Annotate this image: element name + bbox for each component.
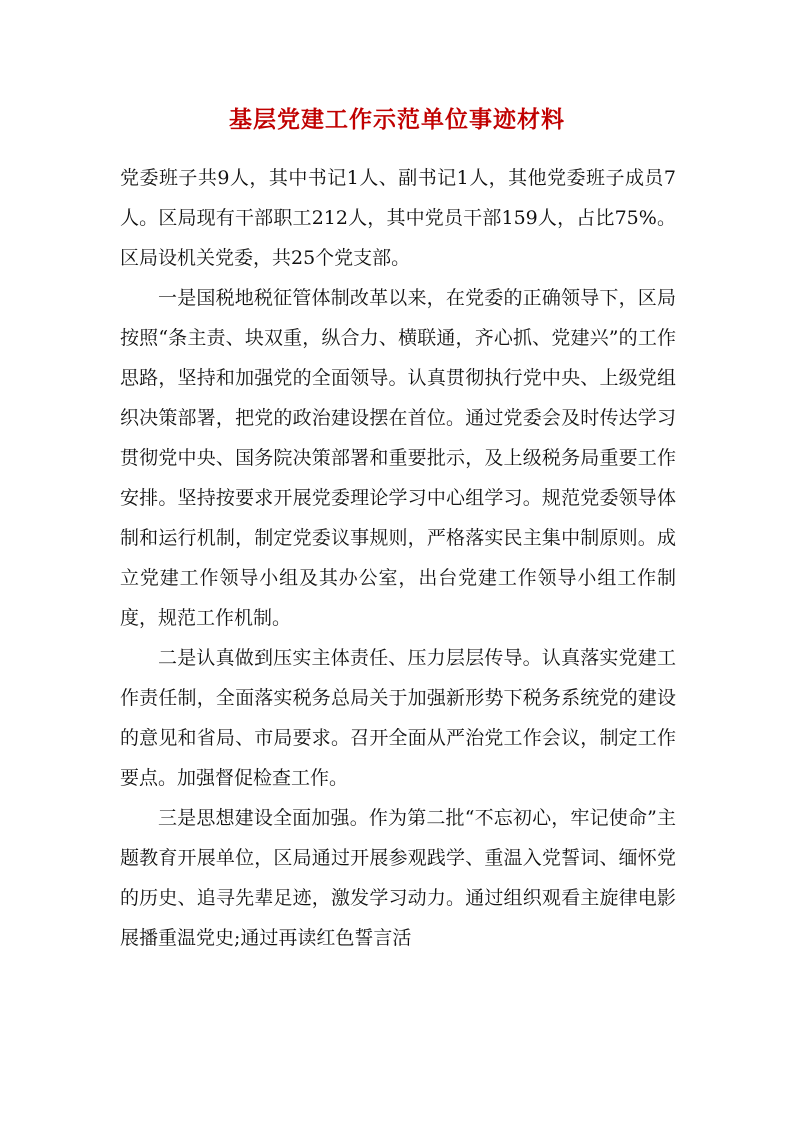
document-title: 基层党建工作示范单位事迹材料 bbox=[229, 106, 565, 133]
paragraph-leadership: 一是国税地税征管体制改革以来，在党委的正确领导下，区局按照“条主责、块双重，纵合力、横联通，齐心抓、党建兴”的工作思路，坚持和加强党的全面领导。认真贯彻执行党中央、上级党组织决策部署，把党的政治建设摆在首位。通过党委会及时传达学习贯彻党中央、国务院决策部署和重要批示，及上级税务局重要工作安排。坚持按要求开展党委理论学习中心组学习。规范党委领导体制和运行机制，制定党委议事规则，严格落实民主集中制原则。成立党建工作领导小组及其办公室，出台党建工作领导小组工作制度，规范工作机制。 bbox=[120, 287, 676, 629]
paragraph-intro: 党委班子共9人，其中书记1人、副书记1人，其他党委班子成员7人。区局现有干部职工212人，其中党员干部159人，占比75%。区局设机关党委，共25个党支部。 bbox=[120, 167, 676, 269]
paragraph-ideology: 三是思想建设全面加强。作为第二批“不忘初心，牢记使命”主题教育开展单位，区局通过开展参观践学、重温入党誓词、缅怀党的历史、追寻先辈足迹，激发学习动力。通过组织观看主旋律电影展播重温党史;通过再读红色誓言活 bbox=[120, 807, 676, 949]
paragraph-responsibility: 二是认真做到压实主体责任、压力层层传导。认真落实党建工作责任制，全面落实税务总局关于加强新形势下税务系统党的建设的意见和省局、市局要求。召开全面从严治党工作会议，制定工作要点。加强督促检查工作。 bbox=[120, 647, 676, 789]
document-body bbox=[120, 158, 676, 958]
